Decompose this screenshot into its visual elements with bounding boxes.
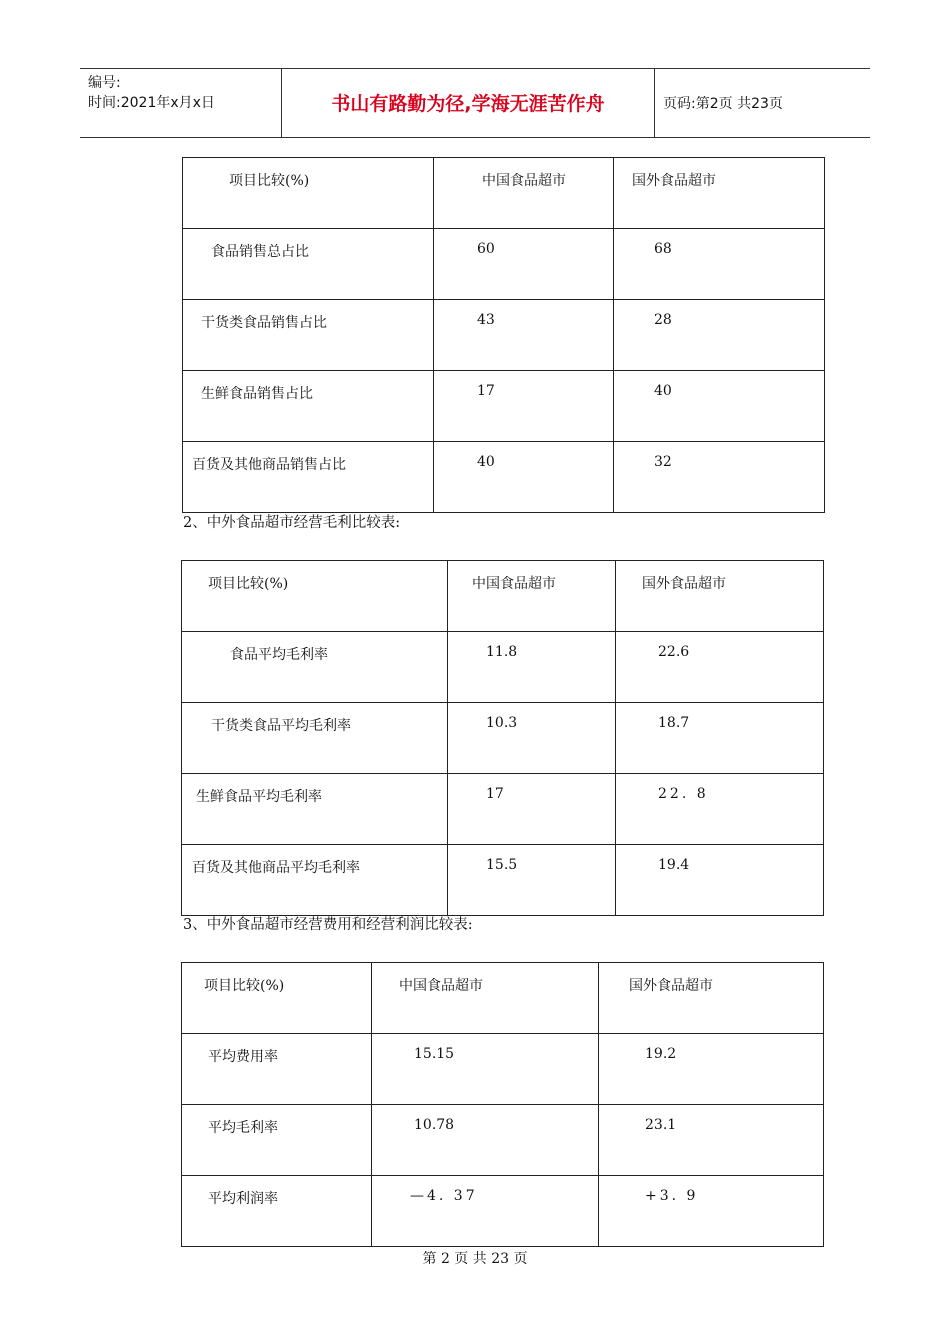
cell-value: 11.8 xyxy=(448,632,616,703)
table-row xyxy=(182,1105,824,1176)
table-row xyxy=(183,442,825,513)
header-cell: 项目比较(%) xyxy=(182,561,448,632)
cell-value: 17 xyxy=(448,774,616,845)
table-row xyxy=(182,845,824,916)
row-label: 生鲜食品销售占比 xyxy=(183,371,434,442)
page-header xyxy=(80,68,870,138)
header-cell: 中国食品超市 xyxy=(448,561,616,632)
header-divider xyxy=(281,69,282,137)
cell-value: 40 xyxy=(434,442,614,513)
cell-value: —4. 37 xyxy=(372,1176,599,1247)
row-label: 百货及其他商品销售占比 xyxy=(183,442,434,513)
cell-value: 18.7 xyxy=(616,703,824,774)
header-cell: 国外食品超市 xyxy=(599,963,824,1034)
table-caption: 2、中外食品超市经营毛利比较表: xyxy=(183,515,401,531)
row-label: 食品销售总占比 xyxy=(183,229,434,300)
cell-value: 60 xyxy=(434,229,614,300)
cell-value: +3. 9 xyxy=(599,1176,824,1247)
table-header-row xyxy=(182,561,824,632)
row-label: 干货类食品平均毛利率 xyxy=(182,703,448,774)
row-label: 干货类食品销售占比 xyxy=(183,300,434,371)
sales-share-table xyxy=(182,157,825,513)
cell-value: 10.78 xyxy=(372,1105,599,1176)
row-label: 平均毛利率 xyxy=(182,1105,372,1176)
table-row xyxy=(182,1034,824,1105)
header-cell: 国外食品超市 xyxy=(616,561,824,632)
cell-value: 10.3 xyxy=(448,703,616,774)
page-footer: 第 2 页 共 23 页 xyxy=(422,1251,528,1267)
document-date: 时间:2021年x月x日 xyxy=(88,95,215,111)
header-cell: 国外食品超市 xyxy=(614,158,825,229)
cell-value: 17 xyxy=(434,371,614,442)
table-row xyxy=(182,703,824,774)
cell-value: 40 xyxy=(614,371,825,442)
cell-value: 19.4 xyxy=(616,845,824,916)
gross-margin-table xyxy=(181,560,824,916)
row-label: 平均费用率 xyxy=(182,1034,372,1105)
cell-value: 22.6 xyxy=(616,632,824,703)
table-row xyxy=(183,371,825,442)
table-header-row xyxy=(182,963,824,1034)
cell-value: 19.2 xyxy=(599,1034,824,1105)
table-row xyxy=(183,300,825,371)
table-caption: 3、中外食品超市经营费用和经营利润比较表: xyxy=(183,917,473,933)
cell-value: 15.5 xyxy=(448,845,616,916)
header-motto: 书山有路勤为径,学海无涯苦作舟 xyxy=(331,93,605,115)
cell-value: 23.1 xyxy=(599,1105,824,1176)
table-row xyxy=(182,774,824,845)
header-page-info: 页码:第2页 共23页 xyxy=(663,96,783,112)
table-row xyxy=(182,632,824,703)
cell-value: 22. 8 xyxy=(616,774,824,845)
cell-value: 43 xyxy=(434,300,614,371)
table-row xyxy=(182,1176,824,1247)
header-cell: 中国食品超市 xyxy=(372,963,599,1034)
row-label: 食品平均毛利率 xyxy=(182,632,448,703)
cell-value: 68 xyxy=(614,229,825,300)
expense-profit-table xyxy=(181,962,824,1247)
header-cell: 项目比较(%) xyxy=(182,963,372,1034)
document-number: 编号: xyxy=(88,75,121,91)
table-row xyxy=(183,229,825,300)
row-label: 生鲜食品平均毛利率 xyxy=(182,774,448,845)
row-label: 平均利润率 xyxy=(182,1176,372,1247)
row-label: 百货及其他商品平均毛利率 xyxy=(182,845,448,916)
cell-value: 28 xyxy=(614,300,825,371)
header-cell: 中国食品超市 xyxy=(434,158,614,229)
cell-value: 32 xyxy=(614,442,825,513)
header-divider xyxy=(654,69,655,137)
header-meta xyxy=(88,73,278,113)
header-cell: 项目比较(%) xyxy=(183,158,434,229)
table-header-row xyxy=(183,158,825,229)
cell-value: 15.15 xyxy=(372,1034,599,1105)
